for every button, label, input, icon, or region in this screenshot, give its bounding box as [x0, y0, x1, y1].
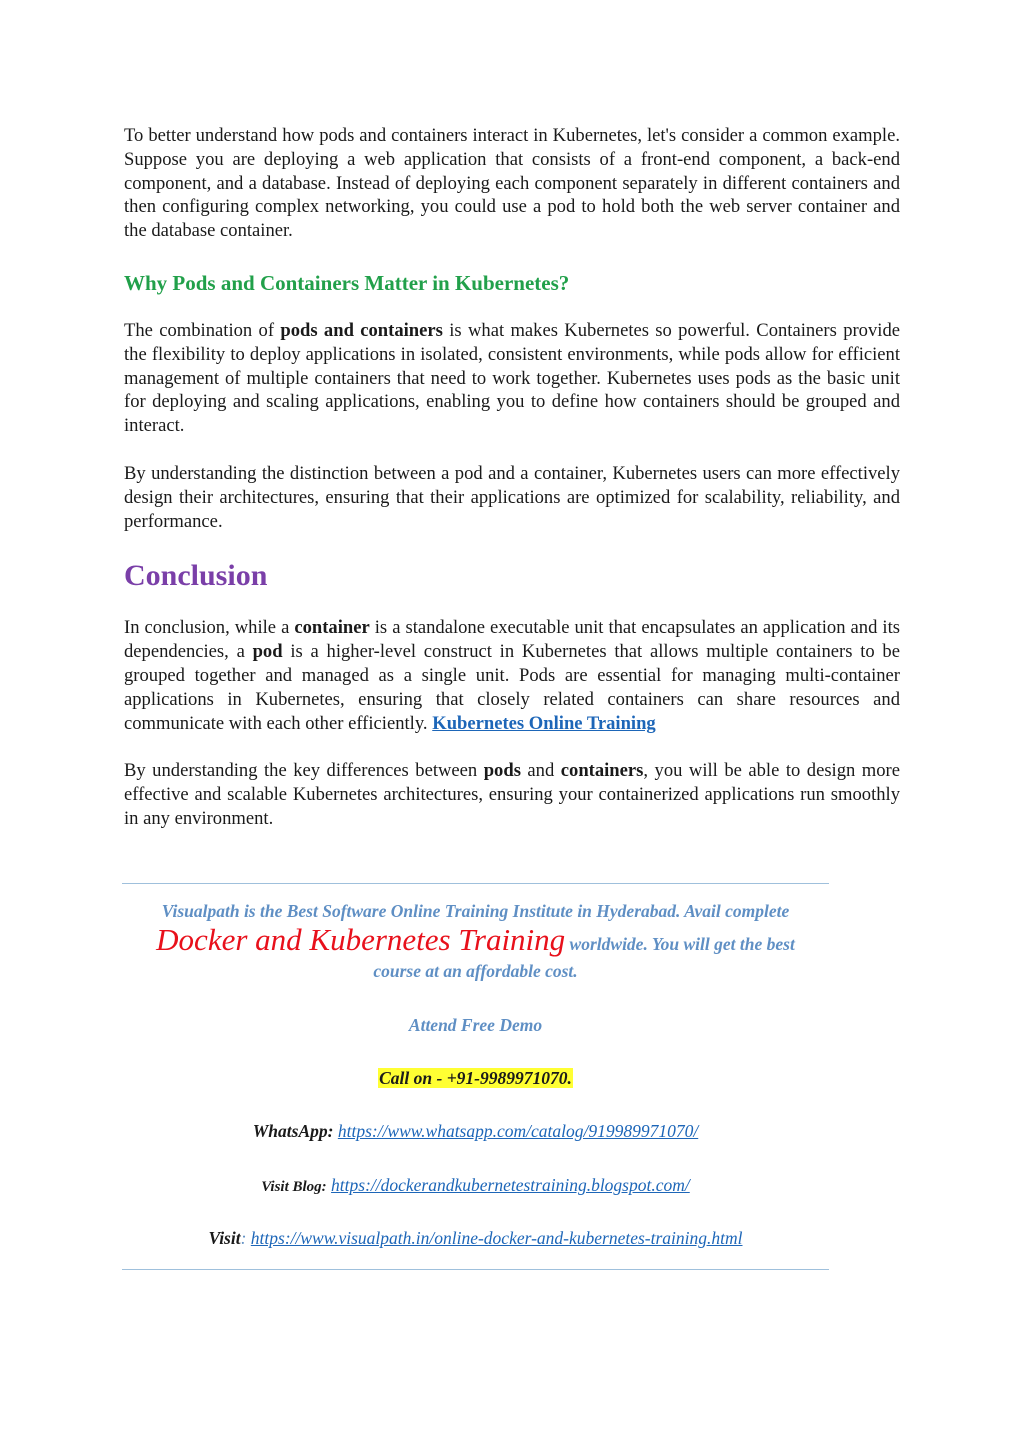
link-text: Kubernetes Online Training: [432, 712, 656, 734]
visit-line: [122, 1228, 829, 1249]
blog-link[interactable]: https://dockerandkubernetestraining.blogspot.com/: [331, 1175, 690, 1195]
text-run: is a higher-level construct in Kubernetes that allows multiple containers to be grouped together and managed as a single unit. Pods are essential for managing multi-container applications in Kubernetes, ensuring that closely related containers can share resources and communicate with each other efficiently.: [124, 641, 900, 734]
promo-line-3: course at an affordable cost.: [373, 961, 578, 981]
why-paragraph-1: [124, 319, 900, 438]
conclusion-heading: Conclusion: [124, 559, 268, 593]
text-run: is what makes Kubernetes so powerful. Containers provide the flexibility to deploy applications in isolated, consistent environments, while pods allow for efficient management of multiple containers that need to work together. Kubernetes uses pods as the basic unit for deploying and scaling applications, enabling you to define how containers should be grouped and interact.: [124, 319, 900, 437]
why-paragraph-2: By understanding the distinction between a pod and a container, Kubernetes users can more effectively design their architectures, ensuring that their applications are optimized for scalability, reliability, and performance.: [124, 462, 900, 532]
text-run: , you will be able to design more effective and scalable Kubernetes architectures, ensuring your containerized applications run smoothly in any environment.: [124, 760, 901, 829]
promo-line-2: [122, 922, 829, 958]
text-run: By understanding the key differences between: [124, 760, 484, 782]
intro-paragraph: To better understand how pods and containers interact in Kubernetes, let's consider a common example. Suppose you are deploying a web application that consists of a front-end component, a back-end component, and a database. Instead of deploying each component separately in different containers and then configuring complex networking, you could use a pod to hold both the web server container and the database container.: [124, 125, 900, 242]
why-heading: Why Pods and Containers Matter in Kubernetes?: [124, 270, 570, 295]
whatsapp-label: WhatsApp:: [252, 1121, 334, 1141]
visit-label: Visit: [208, 1228, 241, 1248]
blog-line: [122, 1175, 829, 1196]
text-run: is a standalone executable unit that encapsulates an application and its dependencies, a: [124, 617, 900, 663]
bold-text: container: [294, 617, 370, 639]
bold-text: containers: [560, 760, 644, 782]
promo-line-1: Visualpath is the Best Software Online Training Institute in Hyderabad. Avail complete: [161, 901, 790, 921]
promo-line-2-text: worldwide. You will get the best: [565, 934, 795, 954]
bold-text: pod: [252, 641, 283, 663]
kubernetes-online-training-link[interactable]: [432, 713, 656, 734]
blog-label: Visit Blog:: [261, 1179, 327, 1195]
text-run: and: [520, 760, 561, 782]
whatsapp-link[interactable]: https://www.whatsapp.com/catalog/919989971070/: [337, 1121, 699, 1141]
conclusion-paragraph-2: [124, 759, 900, 830]
conclusion-paragraph-1: [124, 616, 900, 735]
promo-title: Docker and Kubernetes Training: [156, 922, 566, 957]
bold-text: pods: [483, 760, 521, 782]
call-line: [122, 1068, 829, 1089]
document-body: [124, 124, 900, 831]
text-run: The combination of: [124, 319, 281, 341]
visit-colon: :: [240, 1228, 247, 1248]
bold-text: pods and containers: [280, 319, 443, 341]
whatsapp-line: [122, 1121, 829, 1142]
attend-free-demo: Attend Free Demo: [408, 1015, 543, 1035]
phone-number: Call on - +91-9989971070.: [379, 1068, 572, 1088]
text-run: In conclusion, while a: [124, 617, 295, 639]
promo-box: [122, 883, 829, 1270]
visit-link[interactable]: https://www.visualpath.in/online-docker-and-kubernetes-training.html: [250, 1228, 743, 1248]
